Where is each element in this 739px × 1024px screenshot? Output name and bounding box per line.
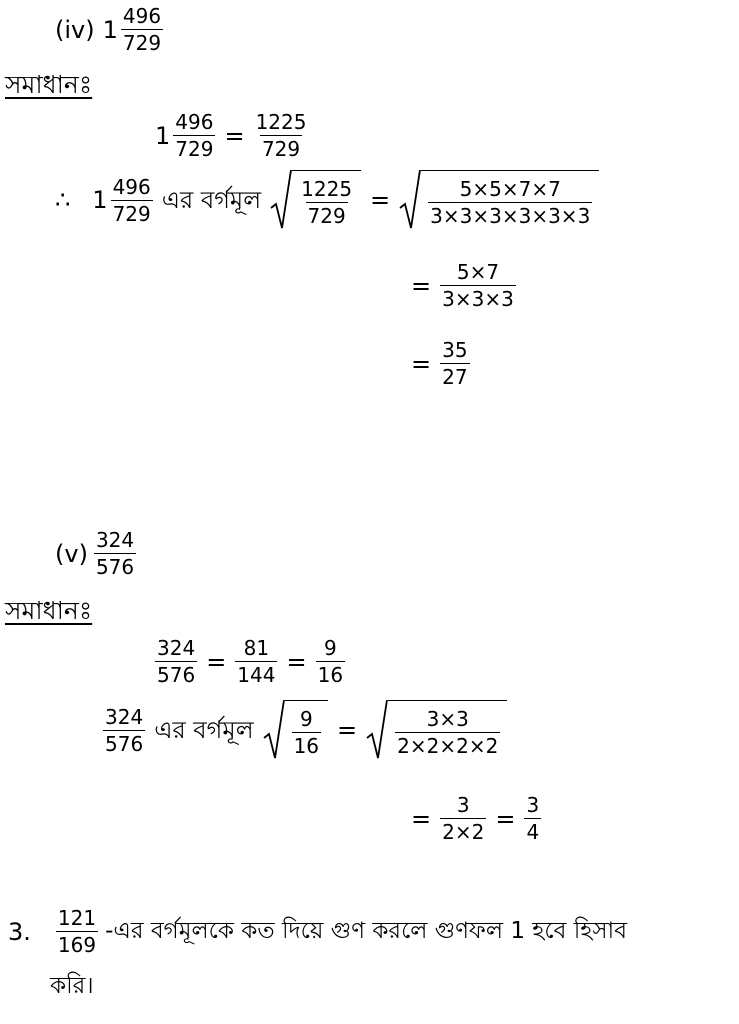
step-line: $\frac{324}{576}$ এর বর্গমূল $\frac{9}{16}$ = $\frac{3\times 3}{2\times 2\times 2\times 2}$ [100, 700, 510, 760]
step-line: ∴ 1 $\frac{496}{729}$ এর বর্গমূল $\frac{1225}{729}$ = $\frac{5\times 5\times 7\times 7}{3\times 3\times 3\times 3\times 3\times 3}$ [55, 170, 602, 230]
question-text: -এর বর্গমূলকে কত দিয়ে গুণ করলে গুণফল 1 হবে হিসাব [105, 918, 628, 944]
step-line: = $\frac{3}{2\times 2}$ = $\frac{3}{4}$ [411, 793, 540, 844]
step-line: = $\frac{5\times 7}{3\times 3\times 3}$ [411, 260, 514, 311]
sqrt-phrase: এর বর্গমূল [154, 716, 254, 744]
fraction: $\frac{496}{729}$ [122, 4, 162, 55]
square-root: $\frac{9}{16}$ [263, 700, 328, 760]
question-number: 3. [8, 917, 31, 946]
square-root: $\frac{3\times 3}{2\times 2\times 2\times 2}$ [366, 700, 507, 760]
solution-heading: সমাধানঃ [5, 70, 93, 99]
fraction: $\frac{121}{169}$ [57, 906, 97, 957]
fraction: $\frac{324}{576}$ [95, 528, 135, 579]
whole-number: 1 [102, 15, 118, 44]
step-line: $\frac{324}{576}$ = $\frac{81}{144}$ = $\frac{9}{16}$ [157, 636, 344, 687]
step-line: 1 $\frac{496}{729}$ = $\frac{1225}{729}$ [155, 110, 307, 161]
square-root: $\frac{5\times 5\times 7\times 7}{3\times 3\times 3\times 3\times 3\times 3}$ [399, 170, 599, 230]
question-3 [8, 908, 627, 955]
question-text-continued: করি। [50, 973, 94, 999]
square-root: $\frac{1225}{729}$ [270, 170, 361, 230]
step-line: = $\frac{35}{27}$ [411, 338, 468, 389]
part-iv-header [55, 6, 166, 53]
therefore-symbol: ∴ [55, 186, 71, 214]
sqrt-phrase: এর বর্গমূল [161, 186, 262, 214]
part-label: (iv) [55, 15, 95, 44]
part-label: (v) [55, 539, 88, 568]
part-v-header [55, 530, 139, 577]
solution-heading: সমাধানঃ [5, 596, 93, 625]
